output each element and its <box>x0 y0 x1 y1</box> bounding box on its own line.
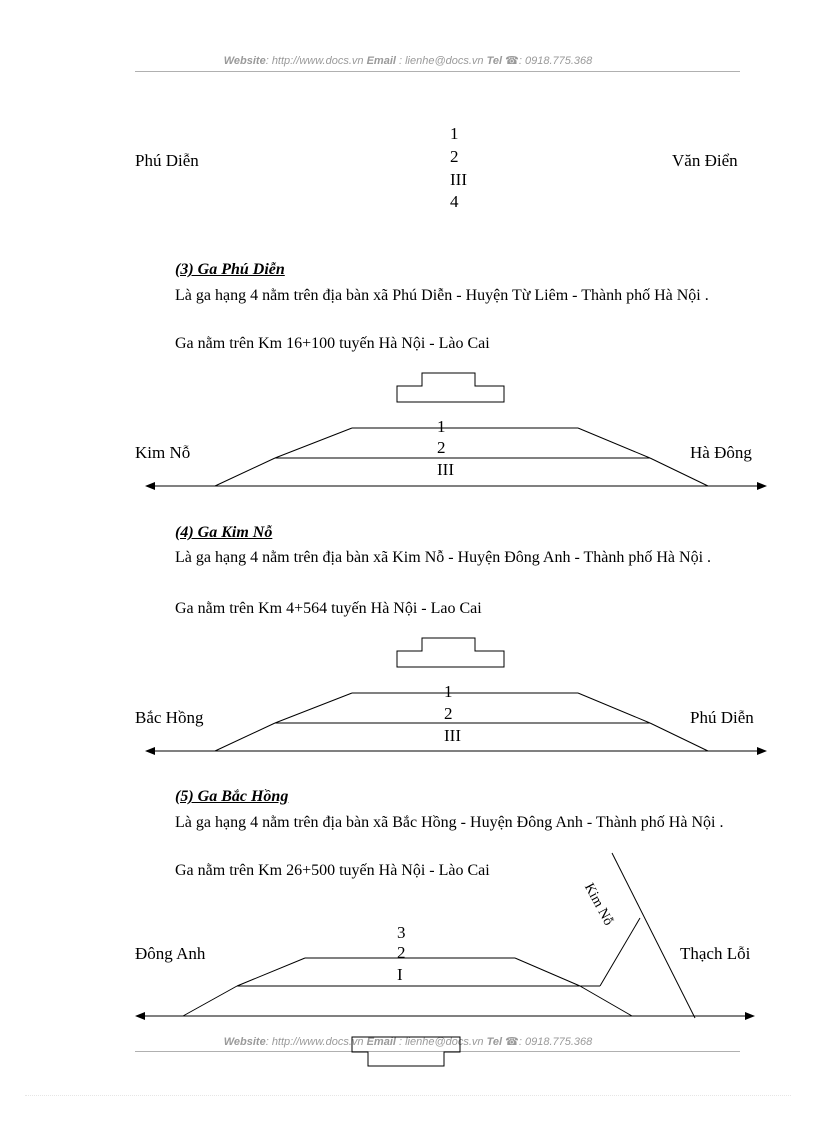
page-bottom-divider <box>25 1095 791 1096</box>
header-tel-label: Tel <box>486 55 503 67</box>
section-5-track-2: 2 <box>397 943 406 962</box>
footer-email-value[interactable]: : lienhe@docs.vn <box>395 1036 487 1048</box>
section-3-track-2: 2 <box>437 438 446 457</box>
section-3-track-3: III <box>437 460 454 479</box>
top-diagram-track-1: 1 <box>450 124 459 143</box>
top-diagram-right-station: Văn Điển <box>672 151 738 170</box>
header-website-url[interactable]: : http://www.docs.vn <box>265 55 367 67</box>
footer-tel-label: Tel <box>486 1036 503 1048</box>
section-4-heading: (4) Ga Kim Nỗ <box>175 524 273 541</box>
section-4-track-1: 1 <box>444 682 453 701</box>
section-3-right-station: Hà Đông <box>690 443 752 462</box>
section-5-km: Ga nằm trên Km 26+500 tuyến Hà Nội - Lào Cai <box>175 862 490 879</box>
footer-email-label: Email <box>366 1036 396 1048</box>
header-rule <box>135 71 740 72</box>
header-email-value[interactable]: : lienhe@docs.vn <box>395 55 487 67</box>
top-diagram-track-4: 4 <box>450 192 459 211</box>
section-3-left-station: Kim Nỗ <box>135 443 191 462</box>
section-4-track-3: III <box>444 726 461 745</box>
section-4-description: Là ga hạng 4 nằm trên địa bàn xã Kim Nỗ - Huyện Đông Anh - Thành phố Hà Nội . <box>175 549 712 566</box>
section-5-track-3: 3 <box>397 923 406 942</box>
section-5-left-station: Đông Anh <box>135 944 206 963</box>
section-4-track-diagram <box>0 625 816 765</box>
top-diagram-left-station: Phú Diễn <box>135 151 199 170</box>
section-5-track-1: I <box>397 965 403 984</box>
phone-icon: ☎ <box>505 55 519 67</box>
section-4-km: Ga nằm trên Km 4+564 tuyến Hà Nội - Lao Cai <box>175 600 482 617</box>
section-3-heading: (3) Ga Phú Diễn <box>175 261 285 278</box>
section-5-track-diagram <box>0 840 816 1040</box>
section-4-left-station: Bắc Hồng <box>135 708 204 727</box>
section-4-right-station: Phú Diễn <box>690 708 754 727</box>
header-email-label: Email <box>366 55 396 67</box>
footer-website-url[interactable]: : http://www.docs.vn <box>265 1036 367 1048</box>
section-3-km: Ga nằm trên Km 16+100 tuyến Hà Nội - Lào Cai <box>175 335 490 352</box>
top-diagram-track-3: III <box>450 170 467 189</box>
header-tel-value: : 0918.775.368 <box>518 55 593 67</box>
section-5-heading: (5) Ga Bắc Hồng <box>175 788 289 805</box>
station-building <box>397 373 504 402</box>
section-4-track-2: 2 <box>444 704 453 723</box>
section-5-branch-label: Kim Nỗ <box>580 880 616 929</box>
section-5-description: Là ga hạng 4 nằm trên địa bàn xã Bắc Hồng - Huyện Đông Anh - Thành phố Hà Nội . <box>175 814 724 831</box>
station-building <box>397 638 504 667</box>
page-header <box>0 54 816 67</box>
section-5-right-station: Thạch Lỗi <box>680 944 751 963</box>
footer-station-shape <box>0 1035 816 1075</box>
section-3-track-1: 1 <box>437 417 446 436</box>
phone-icon: ☎ <box>505 1036 519 1048</box>
footer-website-label: Website <box>223 1036 266 1048</box>
section-3-description: Là ga hạng 4 nằm trên địa bàn xã Phú Diễn - Huyện Từ Liêm - Thành phố Hà Nội . <box>175 287 709 304</box>
top-diagram-track-2: 2 <box>450 147 459 166</box>
section-3-track-diagram <box>0 360 816 500</box>
header-website-label: Website <box>223 55 266 67</box>
footer-tel-value: : 0918.775.368 <box>518 1036 593 1048</box>
